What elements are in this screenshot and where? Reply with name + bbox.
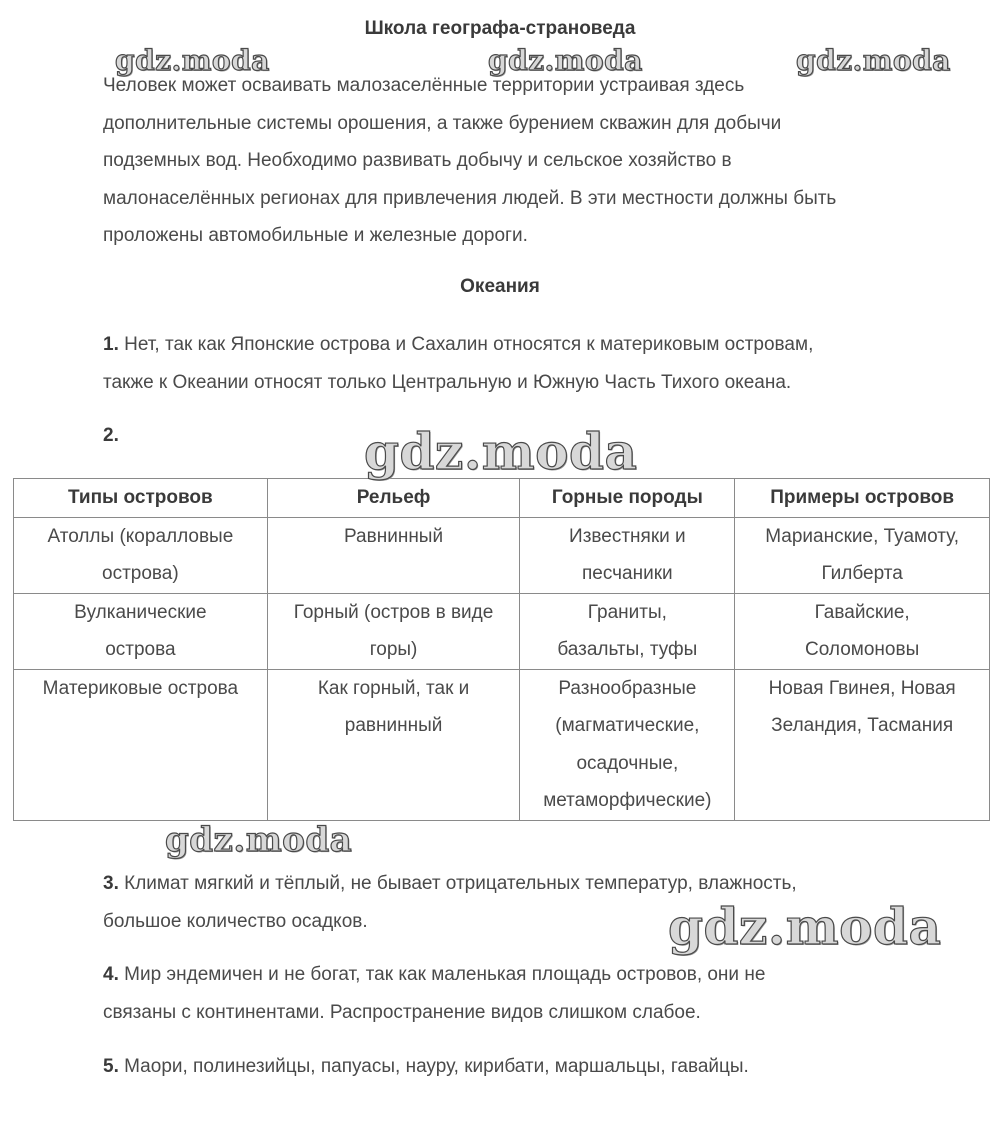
table-row (14, 517, 990, 593)
watermark-logo: gdz.moda (165, 820, 353, 860)
table-header-row (14, 479, 990, 518)
answer-line (103, 326, 943, 364)
answer-text: Мир эндемичен и не богат, так как маленькая площадь островов, они не (124, 964, 766, 985)
watermark-logo: gdz.moda (668, 897, 942, 956)
cell-examples (735, 593, 990, 669)
cell-line: Марианские, Туамоту, (765, 525, 960, 547)
answer-2 (103, 417, 943, 455)
section-title: Океания (460, 276, 540, 297)
header-island-types: Типы островов (14, 479, 268, 518)
cell-line: равнинный (344, 715, 443, 736)
cell-line: Соломоновы (805, 639, 920, 660)
cell-examples (735, 517, 990, 593)
answer-line: связаны с континентами. Распространение видов слишком слабое. (103, 1001, 701, 1023)
cell-line: Гилберта (821, 563, 903, 584)
answer-1 (103, 326, 943, 401)
cell-line: Новая Гвинея, Новая (768, 677, 956, 699)
cell-type (14, 593, 268, 669)
cell-rocks (520, 517, 735, 593)
answer-number: 3. (103, 873, 119, 894)
answer-text: Климат мягкий и тёплый, не бывает отрицательных температур, влажность, (124, 873, 797, 894)
cell-line: Атоллы (коралловые (47, 525, 234, 547)
intro-line: дополнительные системы орошения, а также бурением скважин для добычи (103, 112, 782, 134)
cell-line: острова) (102, 563, 179, 584)
intro-line: проложены автомобильные и железные дороги. (103, 225, 528, 246)
islands-table (13, 478, 990, 821)
table-row (14, 593, 990, 669)
answer-number: 4. (103, 964, 119, 985)
cell-line: осадочные, (576, 752, 679, 774)
cell-line: Известняки и (569, 525, 686, 547)
cell-line: (магматические, (555, 715, 700, 736)
header-relief: Рельеф (267, 479, 520, 518)
intro-line: малонаселённых регионах для привлечения людей. В эти местности должны быть (103, 187, 837, 209)
cell-line: Как горный, так и (317, 677, 470, 699)
cell-line: Материковые острова (42, 677, 239, 699)
cell-line: песчаники (582, 563, 673, 584)
cell-line: Горный (остров в виде (293, 601, 494, 623)
cell-line: Гавайские, (814, 601, 910, 623)
header-examples: Примеры островов (735, 479, 990, 518)
cell-line: базальты, туфы (557, 639, 698, 660)
watermark-logo: gdz.moda (115, 44, 270, 77)
answer-3 (103, 865, 943, 940)
cell-type (14, 669, 268, 820)
answer-line (103, 956, 943, 994)
cell-line: Зеландия, Тасмания (771, 715, 954, 736)
cell-type (14, 517, 268, 593)
answer-number: 5. (103, 1056, 119, 1077)
cell-rocks (520, 669, 735, 820)
cell-relief (267, 593, 520, 669)
answer-text: Маори, полинезийцы, папуасы, науру, кирибати, маршальцы, гавайцы. (124, 1056, 749, 1077)
cell-line: острова (105, 639, 176, 660)
header-rocks: Горные породы (520, 479, 735, 518)
answer-line (103, 865, 943, 903)
cell-line: Граниты, (587, 601, 667, 623)
cell-line: Вулканические (74, 601, 207, 623)
intro-paragraph (103, 67, 943, 255)
intro-line: подземных вод. Необходимо развивать добычу и сельское хозяйство в (103, 150, 732, 171)
table-row (14, 669, 990, 820)
answer-number: 1. (103, 334, 119, 355)
cell-line: Разнообразные (558, 677, 697, 699)
cell-rocks (520, 593, 735, 669)
watermark-logo: gdz.moda (488, 44, 643, 77)
cell-relief (267, 669, 520, 820)
cell-line: горы) (369, 639, 418, 660)
cell-line: Равнинный (344, 525, 444, 547)
watermark-logo: gdz.moda (364, 422, 638, 481)
cell-line: метаморфические) (543, 790, 712, 811)
answer-line (103, 1048, 943, 1086)
page-title: Школа географа-страноведа (364, 18, 636, 39)
answer-number: 2. (103, 425, 119, 446)
answer-4 (103, 956, 943, 1031)
answer-5 (103, 1048, 943, 1086)
answer-line: большое количество осадков. (103, 910, 368, 932)
watermark-logo: gdz.moda (796, 44, 951, 77)
answer-text: Нет, так как Японские острова и Сахалин относятся к материковым островам, (124, 334, 814, 355)
answer-line: также к Океании относят только Центральную и Южную Часть Тихого океана. (103, 371, 792, 393)
answer-line (103, 417, 943, 455)
cell-relief (267, 517, 520, 593)
intro-line: Человек может осваивать малозаселённые территории устраивая здесь (103, 75, 745, 96)
cell-examples (735, 669, 990, 820)
